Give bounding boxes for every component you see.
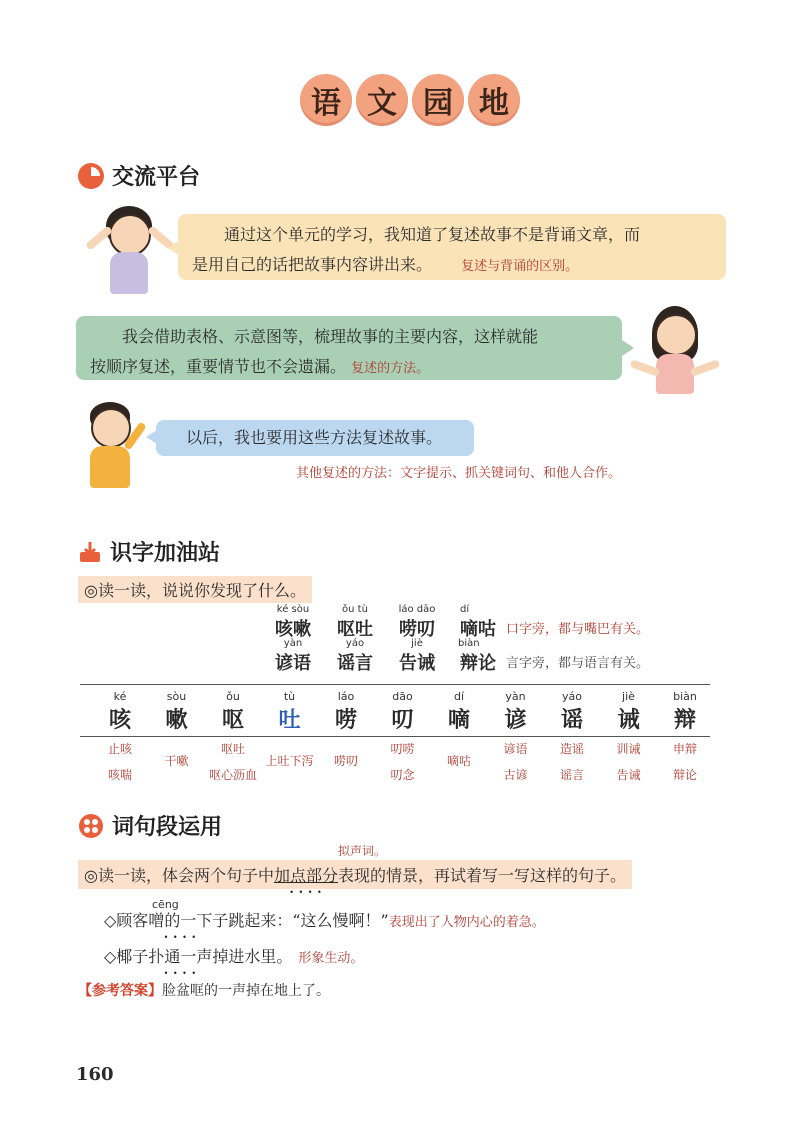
character-glyph: 呕 — [221, 707, 244, 733]
word-group-item: 训诫 — [616, 742, 641, 756]
girl-illustration-left — [84, 204, 180, 296]
word-cell: yàn 谚语 — [275, 638, 311, 674]
character-glyph: 咳 — [108, 707, 131, 733]
annotation-note: 表现出了人物内心的着急。 — [388, 915, 545, 930]
instruction-text — [78, 860, 632, 889]
character-cell — [149, 690, 205, 734]
word-group-cell — [657, 736, 713, 788]
annotation-note: 言字旁，都与语言有关。 — [506, 656, 650, 671]
character-pinyin: dāo — [392, 690, 413, 703]
word-group-item: 唠叨 — [333, 754, 358, 768]
boy-illustration — [80, 402, 152, 492]
word-cell: jiè 告诫 — [399, 638, 435, 674]
bubble-line — [90, 352, 608, 384]
bubble-text: 按顺序复述，重要情节也不会遗漏。 — [90, 357, 347, 376]
word-group-cell — [544, 736, 600, 788]
character-cell — [262, 690, 318, 734]
word-cell: ǒu tù 呕吐 — [337, 604, 373, 640]
sentence-part: 子跳起来：“这么慢啊！” — [212, 911, 389, 930]
character-pinyin: ǒu — [226, 690, 240, 703]
annotation-note: 复述与背诵的区别。 — [461, 259, 579, 274]
character-cell — [375, 690, 431, 734]
character-pinyin: dí — [453, 690, 465, 703]
word-group-cell — [431, 748, 487, 774]
word-group-item: 咳喘 — [107, 768, 132, 782]
character-glyph: 辩 — [673, 707, 696, 733]
instruction-emphasis: 加点部分 • • • • — [274, 866, 338, 885]
word-group-item: 造谣 — [559, 742, 584, 756]
word-cell: biàn 辩论 — [458, 638, 496, 674]
annotation-note: 拟声词。 — [338, 844, 387, 858]
word-group-cell — [149, 748, 205, 774]
section-heading-text: 词句段运用 — [112, 814, 223, 840]
word-group-item: 干嗽 — [164, 754, 189, 768]
character-pinyin: jiè — [622, 690, 635, 703]
character-glyph: 嗽 — [165, 707, 188, 733]
bubble-tail — [168, 240, 180, 256]
answer-label: 【参考答案】 — [78, 983, 162, 999]
character-cell — [488, 690, 544, 734]
bubble-line — [192, 250, 712, 282]
character-pinyin: yàn — [505, 690, 526, 703]
section-heading-usage — [78, 810, 222, 841]
character-pinyin: tù — [283, 690, 296, 703]
section-heading-text: 识字加油站 — [110, 540, 221, 566]
tray-download-icon — [78, 540, 102, 564]
word-cell: ké sòu 咳嗽 — [275, 604, 311, 640]
word-group-item: 古谚 — [503, 768, 528, 782]
word-group-item: 申辩 — [672, 742, 697, 756]
title-char: 语 — [300, 74, 352, 126]
word-group-cell — [375, 736, 431, 788]
character-pinyin: láo — [337, 690, 355, 703]
sentence-part: ◇椰子 — [104, 947, 149, 966]
title-char: 地 — [468, 74, 520, 126]
character-glyph: 谚 — [504, 707, 527, 733]
word-cell: yáo 谣言 — [337, 638, 373, 674]
sentence-part: ◇顾客 — [104, 911, 149, 930]
annotation-note: 形象生动。 — [298, 951, 364, 966]
character-cell — [92, 690, 148, 734]
word-group-item: 叨唠 — [390, 742, 415, 756]
example-sentence-2 — [104, 944, 363, 967]
quarter-circle-icon — [78, 163, 104, 189]
character-pinyin: sòu — [166, 690, 187, 703]
film-reel-icon — [78, 813, 104, 839]
word-group-item: 叨念 — [390, 768, 415, 782]
answer-text: 脸盆哐的一声掉在地上了。 — [162, 983, 330, 999]
speech-bubble-1 — [178, 214, 726, 280]
section-heading-literacy — [78, 536, 220, 567]
character-pinyin: biàn — [673, 690, 697, 703]
instruction-text: ◎读一读，说说你发现了什么。 — [78, 576, 312, 603]
word-group-item: 上吐下泻 — [265, 754, 314, 768]
bubble-text: 是用自己的话把故事内容讲出来。 — [192, 255, 433, 274]
word-cell: dí 嘀咕 — [460, 604, 496, 640]
character-glyph: 谣 — [560, 707, 583, 733]
annotation-note: 复述的方法。 — [351, 361, 430, 376]
word-group-item: 呕心沥血 — [208, 768, 257, 782]
example-sentence-1 — [104, 908, 545, 931]
character-cell — [431, 690, 487, 734]
word-group-cell — [257, 748, 323, 774]
character-pinyin: yáo — [562, 690, 582, 703]
sentence-part: 掉进水里。 — [212, 947, 293, 966]
character-cell — [205, 690, 261, 734]
sentence-emphasis: 噌的一下 • • • • — [148, 911, 212, 930]
character-cell — [544, 690, 600, 734]
character-pinyin: ké — [113, 690, 127, 703]
character-glyph: 唠 — [334, 707, 357, 733]
annotation-note: 其他复述的方法：文字提示、抓关键词句、和他人合作。 — [296, 466, 622, 481]
page-title — [300, 74, 520, 126]
word-group-item: 呕吐 — [220, 742, 245, 756]
character-glyph: 嘀 — [447, 707, 470, 733]
word-group-item: 谚语 — [503, 742, 528, 756]
speech-bubble-2 — [76, 316, 622, 380]
pinyin-label: cēng — [152, 898, 179, 911]
reference-answer — [78, 980, 330, 1000]
word-group-item: 止咳 — [107, 742, 132, 756]
instruction-part: 表现的情景，再试着写一写这样的句子。 — [337, 866, 626, 885]
word-group-item: 告诫 — [616, 768, 641, 782]
character-cell — [318, 690, 374, 734]
word-group-cell — [318, 748, 374, 774]
page-number: 160 — [76, 1064, 114, 1085]
annotation-note: 口字旁，都与嘴巴有关。 — [506, 622, 650, 637]
table-top-line — [80, 684, 710, 685]
sentence-emphasis: 扑通一声 • • • • — [148, 947, 212, 966]
bubble-text: 以后，我也要用这些方法复述故事。 — [186, 428, 443, 447]
bubble-line: 通过这个单元的学习，我知道了复述故事不是背诵文章，而 — [224, 225, 641, 244]
bubble-tail — [146, 430, 157, 444]
word-group-cell — [92, 736, 148, 788]
section-heading-exchange — [78, 160, 200, 191]
character-glyph: 叨 — [391, 707, 414, 733]
character-glyph: 诫 — [617, 707, 640, 733]
section-heading-text: 交流平台 — [112, 164, 201, 190]
instruction-part: ◎读一读，体会两个句子中 — [84, 866, 274, 885]
word-group-item: 谣言 — [559, 768, 584, 782]
word-group-cell — [601, 736, 657, 788]
word-group-item: 辩论 — [672, 768, 697, 782]
character-cell — [657, 690, 713, 734]
speech-bubble-3 — [156, 420, 474, 456]
bubble-line: 我会借助表格、示意图等，梳理故事的主要内容，这样就能 — [122, 327, 539, 346]
title-char: 园 — [412, 74, 464, 126]
character-cell — [601, 690, 657, 734]
word-group-cell — [488, 736, 544, 788]
word-group-item: 嘀咕 — [446, 754, 471, 768]
title-char: 文 — [356, 74, 408, 126]
word-cell: láo dāo 唠叨 — [398, 604, 436, 640]
girl-illustration-right — [628, 306, 724, 396]
character-glyph: 吐 — [278, 707, 301, 733]
